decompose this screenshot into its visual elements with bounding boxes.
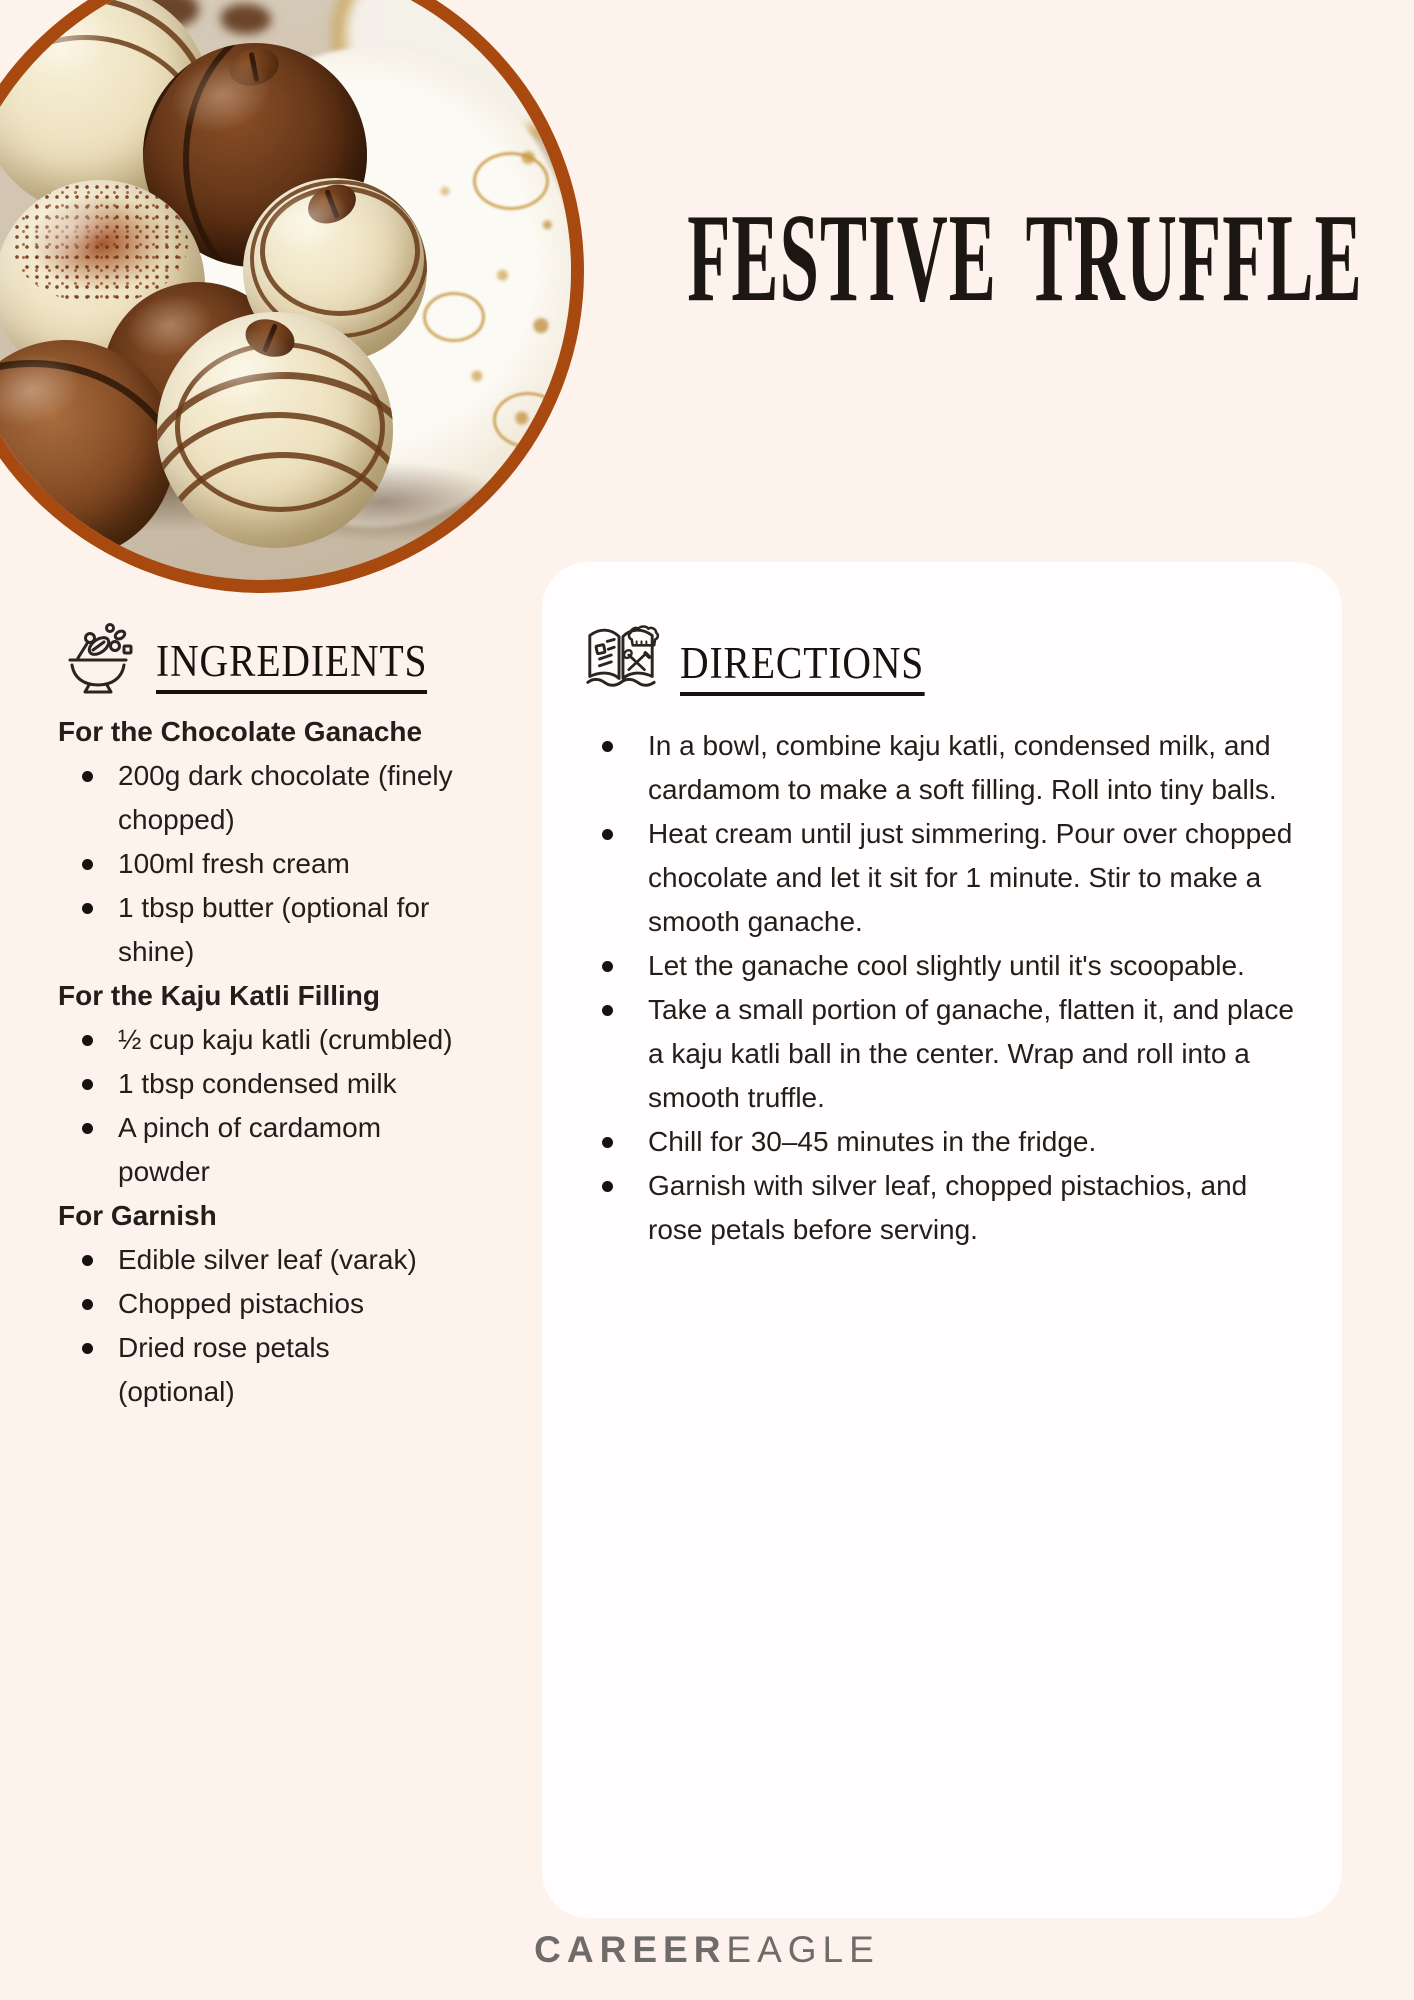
coffee-bean bbox=[241, 313, 300, 363]
direction-step: Garnish with silver leaf, chopped pistachios, and rose petals before serving. bbox=[584, 1164, 1298, 1252]
bullet-dot bbox=[82, 1079, 93, 1090]
ingredient-item: 100ml fresh cream bbox=[58, 842, 454, 886]
direction-step: Let the ganache cool slightly until it's scoopable. bbox=[584, 944, 1298, 988]
directions-card bbox=[542, 562, 1342, 1918]
truffle-cream-ringed bbox=[157, 312, 393, 548]
direction-step: In a bowl, combine kaju katli, condensed milk, and cardamom to make a soft filling. Roll into tiny balls. bbox=[584, 724, 1298, 812]
bowl-ingredients-icon bbox=[58, 618, 138, 694]
bullet-dot bbox=[602, 1005, 613, 1016]
ingredients-header bbox=[58, 618, 454, 694]
ingredients-heading: INGREDIENTS bbox=[156, 639, 427, 694]
ingredient-item: A pinch of cardamom powder bbox=[58, 1106, 454, 1194]
ingredient-item: ½ cup kaju katli (crumbled) bbox=[58, 1018, 454, 1062]
bullet-dot bbox=[82, 1299, 93, 1310]
ingredient-group-heading: For Garnish bbox=[58, 1200, 217, 1231]
bullet-dot bbox=[602, 1137, 613, 1148]
directions-heading: DIRECTIONS bbox=[680, 641, 924, 696]
bullet-dot bbox=[602, 961, 613, 972]
directions-list bbox=[584, 724, 1296, 1252]
bullet-dot bbox=[82, 1255, 93, 1266]
ingredients-list bbox=[58, 710, 454, 1414]
bullet-dot bbox=[82, 859, 93, 870]
bullet-dot bbox=[602, 829, 613, 840]
recipe-book-icon bbox=[580, 618, 662, 696]
ingredient-item: 1 tbsp butter (optional for shine) bbox=[58, 886, 454, 974]
bullet-dot bbox=[602, 741, 613, 752]
brand-logo-second: EAGLE bbox=[726, 1929, 880, 1970]
truffle-photo bbox=[0, 0, 584, 593]
cocoa-dust bbox=[12, 182, 188, 304]
brand-logo bbox=[0, 1931, 1414, 1968]
bullet-dot bbox=[82, 903, 93, 914]
ingredient-item: 1 tbsp condensed milk bbox=[58, 1062, 454, 1106]
directions-header bbox=[580, 618, 1302, 696]
bullet-dot bbox=[602, 1181, 613, 1192]
brand-logo-first: CAREER bbox=[534, 1929, 727, 1970]
bullet-dot bbox=[82, 771, 93, 782]
gold-swirl bbox=[423, 292, 485, 342]
chocolate-piece bbox=[221, 4, 271, 34]
bullet-dot bbox=[82, 1123, 93, 1134]
page-title: FESTIVE TRUFFLE bbox=[687, 189, 1363, 328]
ingredient-group-heading: For the Kaju Katli Filling bbox=[58, 980, 380, 1011]
bullet-dot bbox=[82, 1343, 93, 1354]
direction-step: Heat cream until just simmering. Pour over chopped chocolate and let it sit for 1 minute. Stir to make a smooth ganache. bbox=[584, 812, 1298, 944]
ingredient-item: Dried rose petals (optional) bbox=[58, 1326, 454, 1414]
direction-step: Chill for 30–45 minutes in the fridge. bbox=[584, 1120, 1298, 1164]
gold-swirl bbox=[493, 392, 563, 448]
ingredients-section bbox=[58, 618, 454, 1414]
bullet-dot bbox=[82, 1035, 93, 1046]
ingredient-item: 200g dark chocolate (finely chopped) bbox=[58, 754, 454, 842]
gold-swirl bbox=[473, 152, 549, 210]
ingredient-item: Edible silver leaf (varak) bbox=[58, 1238, 454, 1282]
ingredient-group-heading: For the Chocolate Ganache bbox=[58, 716, 423, 747]
ingredient-item: Chopped pistachios bbox=[58, 1282, 454, 1326]
direction-step: Take a small portion of ganache, flatten it, and place a kaju katli ball in the center. Wrap and roll into a smooth truffle. bbox=[584, 988, 1298, 1120]
